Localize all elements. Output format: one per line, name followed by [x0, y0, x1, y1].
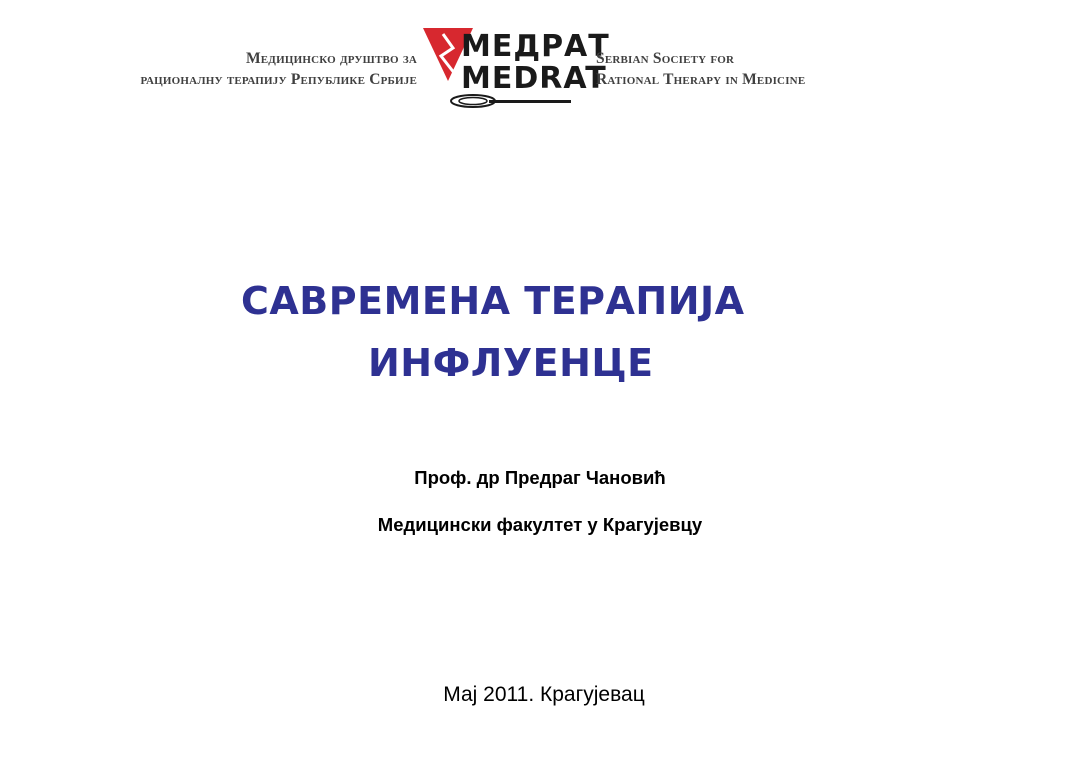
society-name-english-line1: Serbian Society for — [596, 50, 735, 67]
society-name-serbian-line2: рационалну терапију Републике Србије — [140, 71, 417, 88]
medrat-logo-icon — [423, 26, 610, 112]
logo-text-bottom: MEDRAT — [461, 61, 607, 96]
author-name: Проф. др Предраг Чановић — [414, 467, 666, 488]
society-name-english — [596, 48, 805, 90]
slide-title — [241, 270, 745, 394]
author-affiliation: Медицински факултет у Крагујевцу — [377, 514, 703, 535]
slide-title-line1: САВРЕМЕНА ТЕРАПИЈА — [241, 279, 745, 323]
logo-text-top: МЕДРАТ — [461, 29, 610, 64]
slide-title-line2: ИНФЛУЕНЦЕ — [368, 341, 654, 385]
date-place: Мај 2011. Крагујевац — [443, 683, 645, 706]
society-name-serbian — [141, 48, 418, 90]
society-name-english-line2: Rational Therapy in Medicine — [596, 71, 806, 88]
society-name-serbian-line1: Медицинско друштво за — [245, 50, 417, 67]
